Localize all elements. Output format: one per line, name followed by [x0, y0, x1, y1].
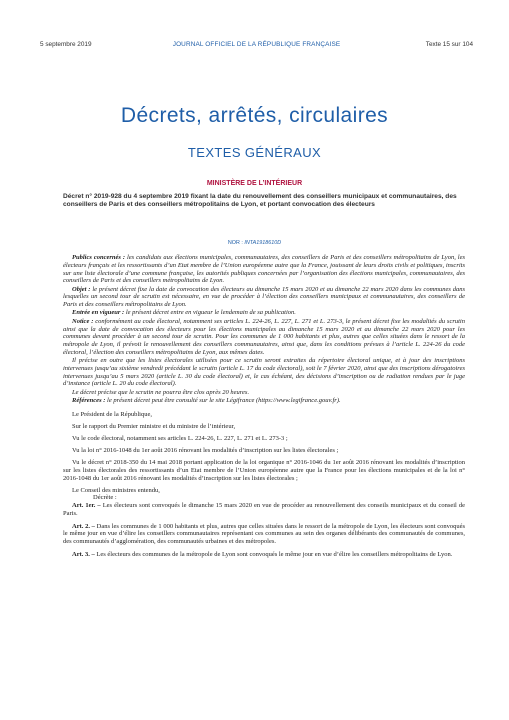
- article-label: Art. 3. –: [72, 550, 95, 558]
- section-title: TEXTES GÉNÉRAUX: [187, 145, 322, 160]
- preamble-line: Vu le code électoral, notamment ses articles L. 224-26, L. 227, L. 271 et L. 273-3 ;: [72, 434, 288, 442]
- article-text: Les électeurs des communes de la métropole de Lyon sont convoqués le même jour en vue d’élire les conseillers métropolitains de Lyon.: [94, 550, 453, 558]
- header-date: 5 septembre 2019: [40, 41, 92, 48]
- header-text-number: Texte 15 sur 104: [425, 41, 473, 48]
- notice-entree-text: le présent décret entre en vigueur le lendemain de sa publication.: [124, 309, 296, 317]
- notice-references-text: le présent décret peut être consulté sur le site Légifrance (https://www.legifrance.gouv.fr).: [105, 397, 341, 405]
- notice-publics: [63, 254, 465, 285]
- preamble-line: Vu la loi n° 2016-1048 du 1er août 2016 rénovant les modalités d’inscription sur les listes électorales ;: [72, 446, 339, 454]
- article-1: [63, 502, 465, 518]
- notice-references: [63, 397, 465, 405]
- decree-body: [63, 254, 465, 559]
- page-title: Décrets, arrêtés, circulaires: [120, 104, 389, 127]
- preamble-line: Le Président de la République,: [72, 410, 152, 418]
- article-text: Les électeurs sont convoqués le dimanche 15 mars 2020 en vue de procéder au renouvellement des conseils municipaux et du conseil de Paris.: [63, 502, 465, 517]
- ministry-heading: MINISTÈRE DE L’INTÉRIEUR: [206, 180, 303, 187]
- nor-label: NOR :: [227, 240, 245, 246]
- preamble-line: Le Conseil des ministres entendu,: [72, 486, 160, 494]
- notice-block: [63, 254, 465, 405]
- notice-notice-label: Notice :: [72, 317, 94, 325]
- preamble-line: Vu le décret n° 2018-350 du 14 mai 2018 portant application de la loi organique n° 2016-1046 du 1er août 2016 rénovant les modalités d’inscription sur les listes électorales des ressortissants d’un Etat membre de l’Union européenne autre que la France pour les élections municipales et de la loi n° 2016-1048 du 1er août 2016 rénovant les modalités d’inscription sur les listes électorales ;: [63, 459, 465, 482]
- decrete-heading: Décrète :: [93, 494, 117, 502]
- notice-notice-text: conformément au code électoral, notamment ses articles L. 224-26, L. 227, L. 271 et L. 273-3, le présent décret fixe les modalités du scrutin ainsi que la date de convocation des électeurs pour les élections municipales au dimanche 15 mars 2020 et au dimanche 22 mars 2020 pour les communes devant procéder à un second tour de scrutin. Pour les communes de 1 000 habitants et plus, autres que celles situées dans le ressort de la métropole de Lyon, il prévoit le renouvellement des conseillers communautaires, ainsi que, dans les conditions prévues à l’article L. 224-26 du code électoral, l’élection des conseillers métropolitains de Lyon, aux mêmes dates.: [63, 317, 465, 356]
- article-label: Art. 2. –: [72, 522, 95, 530]
- article-text: Dans les communes de 1 000 habitants et plus, autres que celles situées dans le ressort de la métropole de Lyon, les électeurs sont convoqués le même jour en vue d’élire les conseillers communautaires représentant ces communes au sein des organes délibérants des communautés de communes, des communautés d’agglomération, des communautés urbaines et des métropoles.: [63, 522, 465, 546]
- article-2: [63, 523, 465, 546]
- page-header: [40, 41, 473, 53]
- notice-entree-label: Entrée en vigueur :: [72, 309, 125, 317]
- decree-title: Décret n° 2019-928 du 4 septembre 2019 fixant la date du renouvellement des conseillers municipaux et communautaires, des conseillers de Paris et des conseillers métropolitains de Lyon, et portant convocation des électeurs: [63, 193, 457, 209]
- nor-reference: [0, 240, 509, 246]
- notice-objet-text: le présent décret fixe la date de convocation des électeurs au dimanche 15 mars 2020 et au dimanche 22 mars 2020 dans les communes dans lesquelles un second tour de scrutin est nécessaire, en vue de procéder à l’élection des conseillers municipaux et communautaires, des conseillers de Paris et des conseillers métropolitains de Lyon.: [63, 285, 466, 309]
- notice-objet: [63, 286, 465, 309]
- notice-notice: [63, 318, 465, 357]
- preamble-line: Sur le rapport du Premier ministre et du ministre de l’intérieur,: [72, 422, 236, 430]
- notice-heure: Le décret précise que le scrutin ne pourra être clos après 20 heures.: [72, 388, 250, 396]
- notice-objet-label: Objet :: [72, 285, 91, 293]
- notice-entree: [63, 309, 465, 317]
- header-journal-name: JOURNAL OFFICIEL DE LA RÉPUBLIQUE FRANÇAISE: [172, 41, 341, 48]
- nor-value: INTA1918610D: [244, 240, 282, 246]
- article-label: Art. 1er. –: [72, 502, 101, 510]
- notice-publics-text: les candidats aux élections municipales, communautaires, des conseillers de Paris et des conseillers métropolitains de Lyon, les électeurs français et les ressortissants d’un Etat membre de l’Union européenne autre que la France, jouissant de leurs droits civils et politiques, inscrits sur une liste électorale d’une commune française, les autorités publiques concernées par l’organisation des élections municipales, communautaires, des conseillers de Paris et des conseillers métropolitains de Lyon.: [63, 254, 465, 285]
- preamble: [63, 411, 465, 494]
- article-3: [63, 551, 465, 559]
- notice-publics-label: Publics concernés :: [72, 254, 126, 261]
- notice-references-label: Références :: [72, 397, 106, 405]
- notice-precise: Il précise en outre que les listes électorales utilisées pour ce scrutin seront extraites du répertoire électoral unique, et à jour des inscriptions intervenues jusqu’au sixième vendredi précédant le scrutin (article L. 17 du code électoral), soit le 7 février 2020, ainsi que des inscriptions dérogatoires intervenues jusqu’au 5 mars 2020 (article L. 30 du code électoral) et, le cas échéant, des décisions d’inscription ou de radiation rendues par le juge d’instance (article L. 20 du code électoral).: [63, 357, 465, 388]
